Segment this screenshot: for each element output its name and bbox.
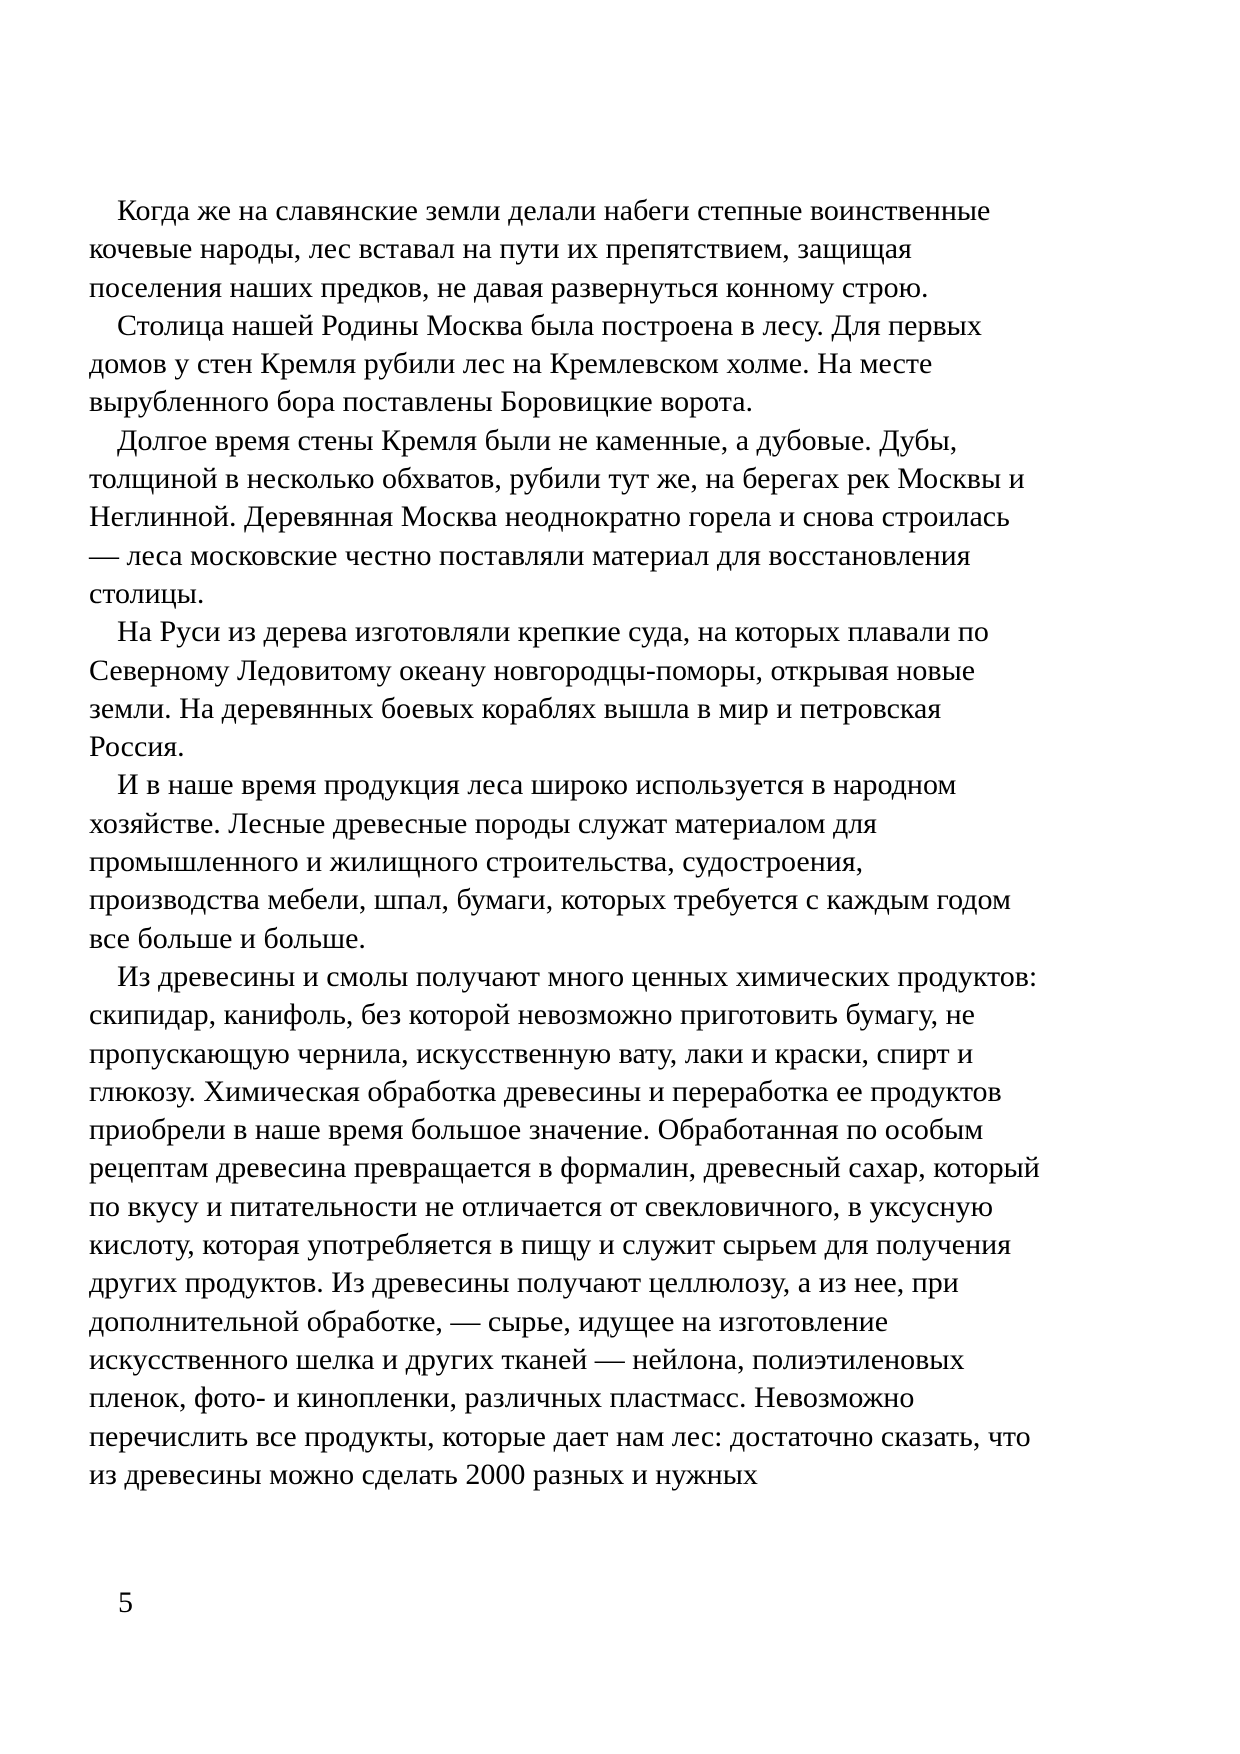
text-line: дополнительной обработке, — сырье, идущее на изготовление xyxy=(89,1304,889,1338)
text-line: Северному Ледовитому океану новгородцы-поморы, открывая новые xyxy=(89,653,976,687)
text-line: пленок, фото- и кинопленки, различных пластмасс. Невозможно xyxy=(89,1381,915,1415)
text-line: Когда же на славянские земли делали набеги степные воинственные xyxy=(117,194,991,227)
text-line: На Руси из дерева изготовляли крепкие суда, на которых плавали по xyxy=(117,615,989,649)
text-line: столицы. xyxy=(89,576,205,610)
text-line: Из древесины и смолы получают много ценных химических продуктов: xyxy=(117,959,1038,993)
text-line: поселения наших предков, не давая развернуться конному строю. xyxy=(89,270,929,304)
text-line: других продуктов. Из древесины получают целлюлозу, а из нее, при xyxy=(89,1266,959,1300)
text-line: — леса московские честно поставляли материал для восстановления xyxy=(89,538,971,572)
text-line: искусственного шелка и других тканей — нейлона, полиэтиленовых xyxy=(89,1342,965,1376)
text-line: Столица нашей Родины Москва была построена в лесу. Для первых xyxy=(117,308,982,342)
text-line: по вкусу и питательности не отличается от свекловичного, в уксусную xyxy=(89,1189,993,1223)
text-line: кислоту, которая употребляется в пищу и служит сырьем для получения xyxy=(89,1228,1012,1262)
text-line: скипидар, канифоль, без которой невозможно приготовить бумагу, не xyxy=(89,998,975,1032)
text-line: рецептам древесина превращается в формалин, древесный сахар, который xyxy=(89,1151,1040,1185)
text-line: перечислить все продукты, которые дает нам лес: достаточно сказать, что xyxy=(89,1419,1031,1453)
body-text xyxy=(89,192,1151,1494)
text-line: земли. На деревянных боевых кораблях вышла в мир и петровская xyxy=(89,691,942,725)
text-line: кочевые народы, лес вставал на пути их препятствием, защищая xyxy=(89,232,912,266)
page-number: 5 xyxy=(118,1586,133,1619)
text-line: толщиной в несколько обхватов, рубили тут же, на берегах рек Москвы и xyxy=(89,462,1025,496)
text-line: хозяйстве. Лесные древесные породы служат материалом для xyxy=(89,806,877,840)
text-line: все больше и больше. xyxy=(89,921,366,955)
text-line: приобрели в наше время большое значение. Обработанная по особым xyxy=(89,1113,984,1147)
text-line: домов у стен Кремля рубили лес на Кремлевском холме. На месте xyxy=(89,347,933,381)
text-line: И в наше время продукция леса широко используется в народном xyxy=(117,768,957,802)
text-line: Неглинной. Деревянная Москва неоднократно горела и снова строилась xyxy=(89,500,1010,534)
text-line: производства мебели, шпал, бумаги, которых требуется с каждым годом xyxy=(89,883,1011,917)
text-line: Долгое время стены Кремля были не каменные, а дубовые. Дубы, xyxy=(117,423,958,457)
text-line: из древесины можно сделать 2000 разных и нужных xyxy=(89,1457,758,1491)
text-line: вырубленного бора поставлены Боровицкие ворота. xyxy=(89,385,754,419)
text-line: пропускающую чернила, искусственную вату, лаки и краски, спирт и xyxy=(89,1036,974,1070)
text-line: глюкозу. Химическая обработка древесины и переработка ее продуктов xyxy=(89,1074,1002,1108)
text-line: Россия. xyxy=(89,730,185,764)
text-line: промышленного и жилищного строительства, судостроения, xyxy=(89,845,864,879)
